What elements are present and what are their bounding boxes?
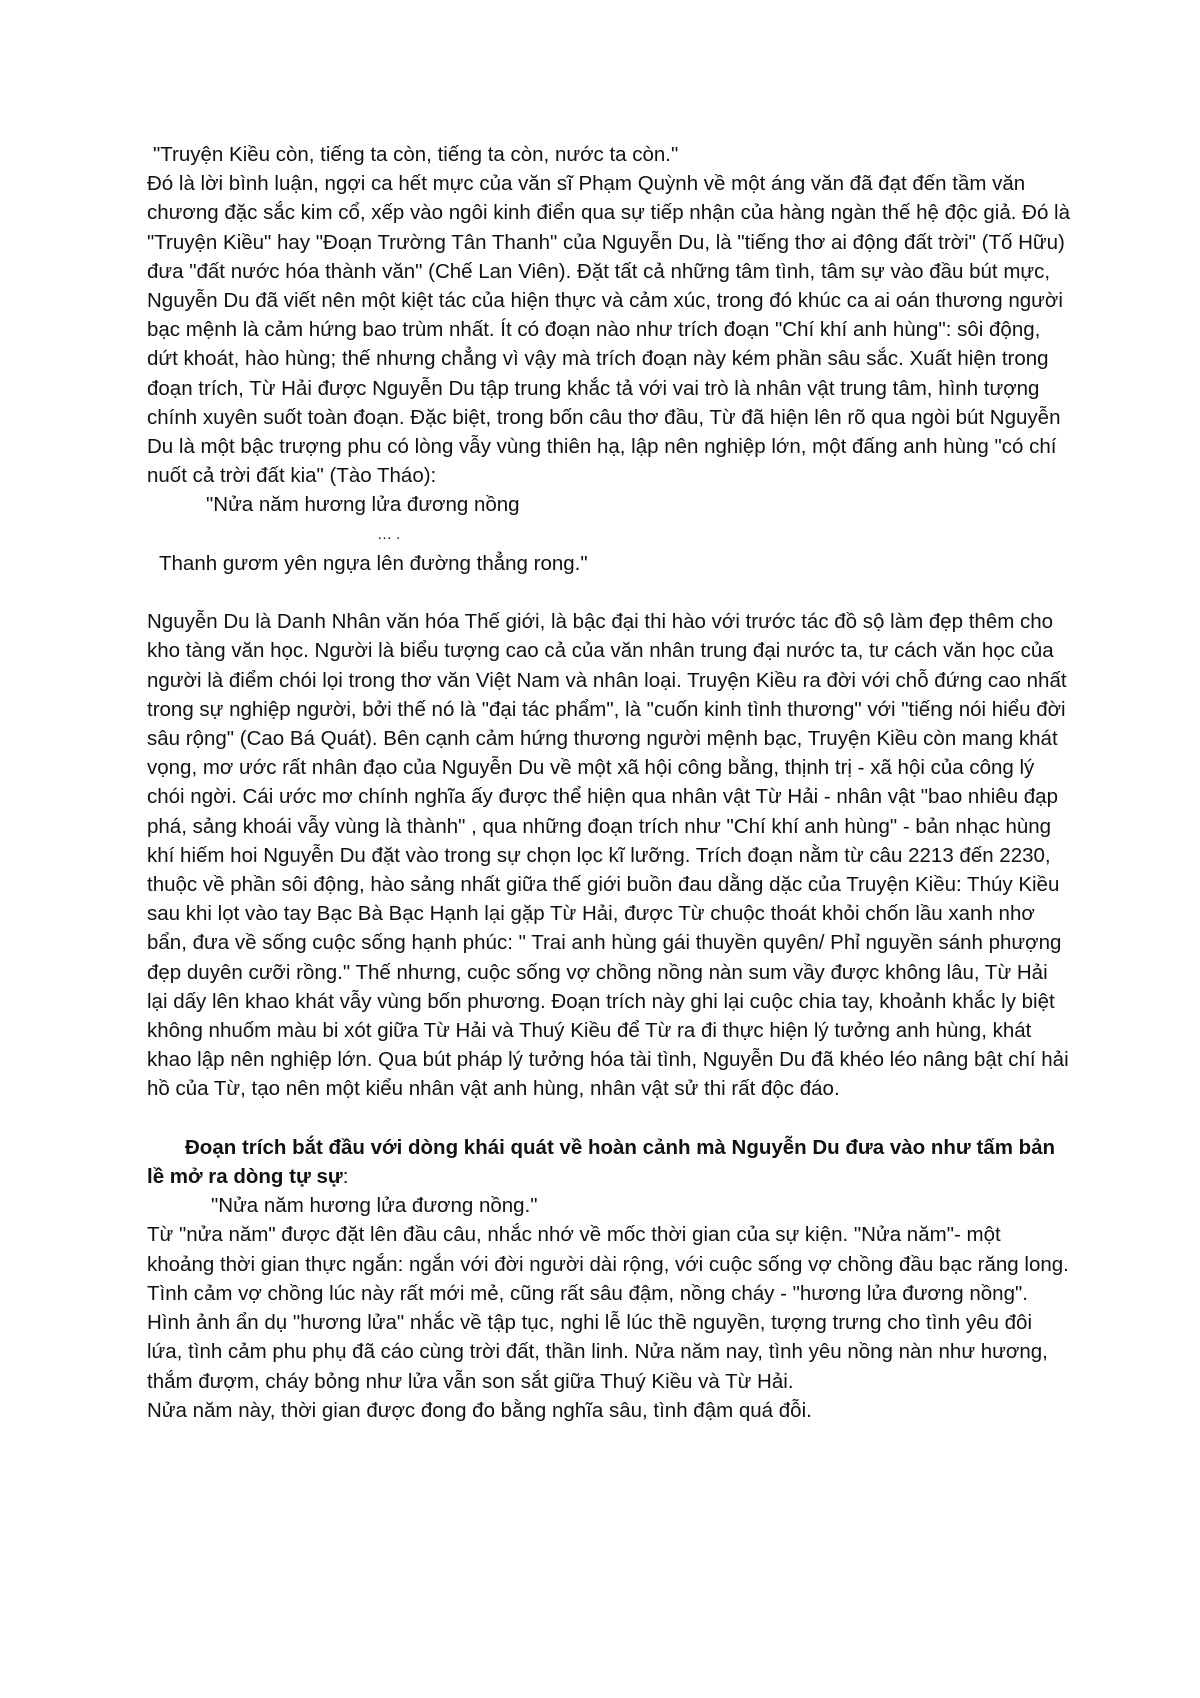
poem-line-last: Thanh gươm yên ngựa lên đường thẳng rong." bbox=[159, 551, 588, 575]
paragraph-spacer bbox=[147, 1104, 1072, 1133]
poem-ellipsis: … . bbox=[377, 525, 401, 543]
context-paragraph: Nguyễn Du là Danh Nhân văn hóa Thế giới, là bậc đại thi hào với trước tác đồ sộ làm đẹp thêm cho kho tàng văn học. Người là biểu tượng cao cả của văn nhân trung đại nước ta, tư cách văn học của người là điểm chói lọi trong thơ văn Việt Nam và nhân loại. Truyện Kiều ra đời với chỗ đứng cao nhất trong sự nghiệp người, bởi thế nó là "đại tác phẩm", là "cuốn kinh tình thương" với "tiếng nói hiểu đời sâu rộng" (Cao Bá Quát). Bên cạnh cảm hứng thương người mệnh bạc, Truyện Kiều còn mang khát vọng, mơ ước rất nhân đạo của Nguyễn Du về một xã hội công bằng, thịnh trị - xã hội của công lý chói ngời. Cái ước mơ chính nghĩa ấy được thể hiện qua nhân vật Từ Hải - nhân vật "bao nhiêu đạp phá, sảng khoái vẫy vùng là thành" , qua những đoạn trích như "Chí khí anh hùng" - bản nhạc hùng khí hiếm hoi Nguyễn Du đặt vào trong sự chọn lọc kĩ lưỡng. Trích đoạn nằm từ câu 2213 đến 2230, thuộc về phần sôi động, hào sảng nhất giữa thế giới buồn đau dằng dặc của Truyện Kiều: Thúy Kiều sau khi lọt vào tay Bạc Bà Bạc Hạnh lại gặp Từ Hải, được Từ chuộc thoát khỏi chốn lầu xanh nhơ bẩn, đưa về sống cuộc sống hạnh phúc: " Trai anh hùng gái thuyền quyên/ Phỉ nguyền sánh phượng đẹp duyên cưỡi rồng." Thế nhưng, cuộc sống vợ chồng nồng nàn sum vầy được không lâu, Từ Hải lại dấy lên khao khát vẫy vùng bốn phương. Đoạn trích này ghi lại cuộc chia tay, khoảnh khắc ly biệt không nhuốm màu bi xót giữa Từ Hải và Thuý Kiều để Từ ra đi thực hiện lý tưởng anh hùng, khát khao lập nên nghiệp lớn. Qua bút pháp lý tưởng hóa tài tình, Nguyễn Du đã khéo léo nâng bật chí hải hồ của Từ, tạo nên một kiểu nhân vật anh hùng, nhân vật sử thi rất độc đáo. bbox=[147, 610, 1069, 1101]
analysis-paragraph: Từ "nửa năm" được đặt lên đầu câu, nhắc nhớ về mốc thời gian của sự kiện. "Nửa năm"- một khoảng thời gian thực ngắn: ngắn với đời người dài rộng, với cuộc sống vợ chồng đầu bạc răng long. Tình cảm vợ chồng lúc này rất mới mẻ, cũng rất sâu đậm, nồng cháy - "hương lửa đương nồng". Hình ảnh ẩn dụ "hương lửa" nhắc về tập tục, nghi lễ lúc thề nguyền, tượng trưng cho tình yêu đôi lứa, tình cảm phu phụ đã cáo cùng trời đất, thần linh. Nửa năm nay, tình yêu nồng nàn như hương, thắm đượm, cháy bỏng như lửa vẫn son sắt giữa Thuý Kiều và Từ Hải. bbox=[147, 1223, 1069, 1393]
verse-quote: "Nửa năm hương lửa đương nồng." bbox=[211, 1194, 538, 1218]
opening-quote: "Truyện Kiều còn, tiếng ta còn, tiếng ta còn, nước ta còn." bbox=[153, 143, 679, 166]
section-heading bbox=[147, 1133, 1072, 1191]
poem-line-first: "Nửa năm hương lửa đương nồng bbox=[206, 493, 520, 517]
document-page bbox=[147, 140, 1072, 1425]
intro-paragraph: Đó là lời bình luận, ngợi ca hết mực của văn sĩ Phạm Quỳnh về một áng văn đã đạt đến tầm văn chương đặc sắc kim cổ, xếp vào ngôi kinh điển qua sự tiếp nhận của hàng ngàn thế hệ độc giả. Đó là "Truyện Kiều" hay "Đoạn Trường Tân Thanh" của Nguyễn Du, là "tiếng thơ ai động đất trời" (Tố Hữu) đưa "đất nước hóa thành văn" (Chế Lan Viên). Đặt tất cả những tâm tình, tâm sự vào đầu bút mực, Nguyễn Du đã viết nên một kiệt tác của hiện thực và cảm xúc, trong đó khúc ca ai oán thương người bạc mệnh là cảm hứng bao trùm nhất. Ít có đoạn nào như trích đoạn "Chí khí anh hùng": sôi động, dứt khoát, hào hùng; thế nhưng chẳng vì vậy mà trích đoạn này kém phần sâu sắc. Xuất hiện trong đoạn trích, Từ Hải được Nguyễn Du tập trung khắc tả với vai trò là nhân vật trung tâm, hình tượng chính xuyên suốt toàn đoạn. Đặc biệt, trong bốn câu thơ đầu, Từ đã hiện lên rõ qua ngòi bút Nguyễn Du là một bậc trượng phu có lòng vẫy vùng thiên hạ, lập nên nghiệp lớn, một đấng anh hùng "có chí nuốt cả trời đất kia" (Tào Tháo): bbox=[147, 172, 1070, 488]
closing-paragraph: Nửa năm này, thời gian được đong đo bằng nghĩa sâu, tình đậm quá đỗi. bbox=[147, 1398, 812, 1422]
section-heading-text: Đoạn trích bắt đầu với dòng khái quát về hoàn cảnh mà Nguyễn Du đưa vào như tấm bản lề mở ra dòng tự sự bbox=[147, 1135, 1056, 1189]
section-heading-colon: : bbox=[342, 1165, 349, 1189]
paragraph-spacer bbox=[147, 578, 1072, 607]
